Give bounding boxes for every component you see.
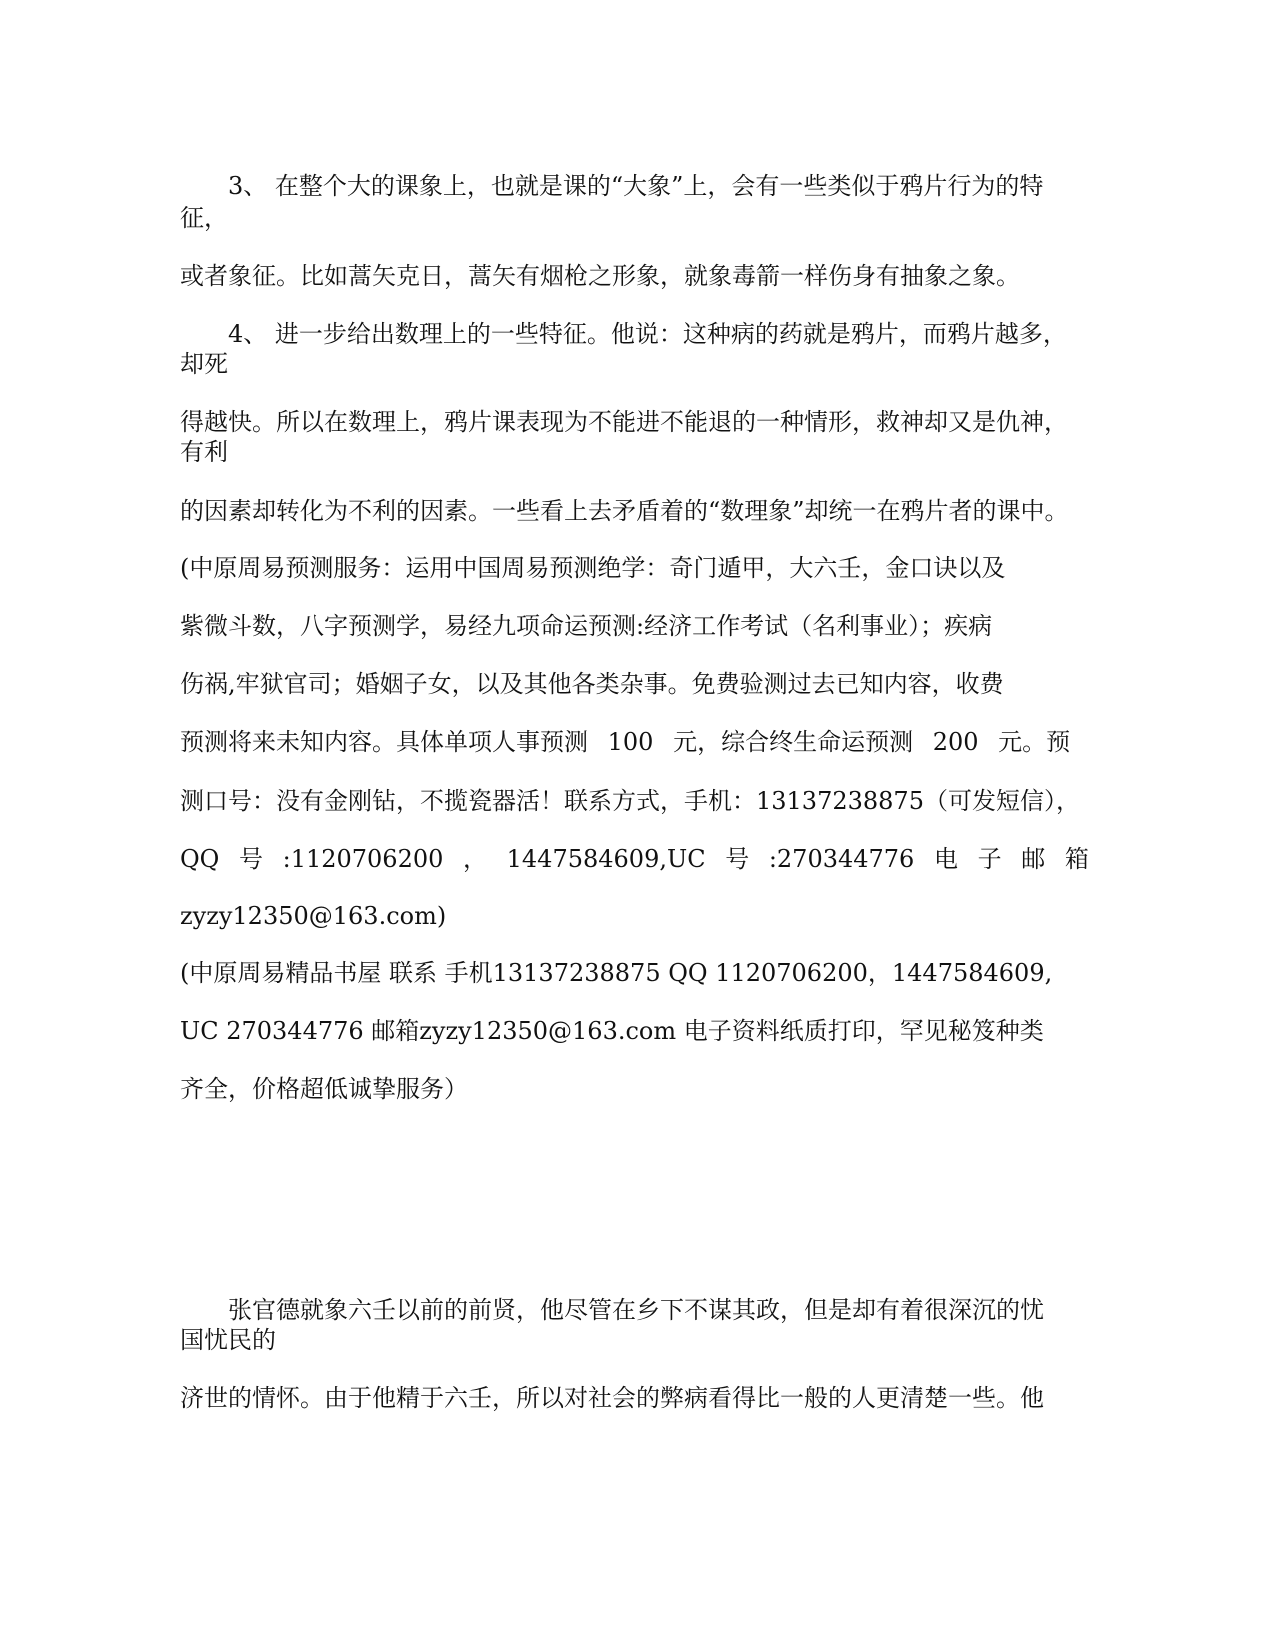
paragraph-line: 或者象征。比如蒿矢克日，蒿矢有烟枪之形象，就象毒箭一样伤身有抽象之象。 <box>180 262 1020 290</box>
paragraph-line: 济世的情怀。由于他精于六壬，所以对社会的弊病看得比一般的人更清楚一些。他 <box>180 1384 1044 1412</box>
paragraph-line: 有利 <box>180 438 228 466</box>
paragraph-line: 齐全，价格超低诚挚服务） <box>180 1075 468 1103</box>
paragraph-line: 3、 在整个大的课象上，也就是课的“大象”上，会有一些类似于鸦片行为的特 <box>228 172 1044 200</box>
paragraph-line: 征， <box>180 204 228 232</box>
paragraph-line: 的因素却转化为不利的因素。一些看上去矛盾着的“数理象”却统一在鸦片者的课中。 <box>180 497 1069 525</box>
paragraph-line: zyzy12350@163.com) <box>180 902 447 930</box>
paragraph-line: 得越快。所以在数理上，鸦片课表现为不能进不能退的一种情形，救神却又是仇神， <box>180 408 1068 436</box>
paragraph-line: 伤祸,牢狱官司；婚姻子女，以及其他各类杂事。免费验测过去已知内容，收费 <box>180 670 1004 698</box>
paragraph-line: 张官德就象六壬以前的前贤，他尽管在乡下不谋其政，但是却有着很深沉的忧 <box>228 1296 1044 1324</box>
paragraph-line: (中原周易精品书屋 联系 手机13137238875 QQ 1120706200，1447584609, <box>180 959 1053 987</box>
paragraph-line: 紫微斗数，八字预测学，易经九项命运预测:经济工作考试（名利事业）；疾病 <box>180 612 993 640</box>
paragraph-line: 国忧民的 <box>180 1326 276 1354</box>
paragraph-line: 4、 进一步给出数理上的一些特征。他说：这种病的药就是鸦片，而鸦片越多， <box>228 320 1067 348</box>
paragraph-line: (中原周易预测服务：运用中国周易预测绝学：奇门遁甲，大六壬，金口诀以及 <box>180 554 1006 582</box>
paragraph-line: 测口号：没有金刚钻，不揽瓷器活！联系方式，手机：13137238875（可发短信）， <box>180 787 1080 815</box>
paragraph-line: QQ 号 :1120706200 ， 1447584609,UC 号 :270344776 电 子 邮 箱 <box>180 845 1089 873</box>
paragraph-line: 却死 <box>180 350 228 378</box>
paragraph-line: UC 270344776 邮箱zyzy12350@163.com 电子资料纸质打印，罕见秘笈种类 <box>180 1017 1044 1045</box>
paragraph-line: 预测将来未知内容。具体单项人事预测 100 元，综合终生命运预测 200 元。预 <box>180 728 1071 756</box>
